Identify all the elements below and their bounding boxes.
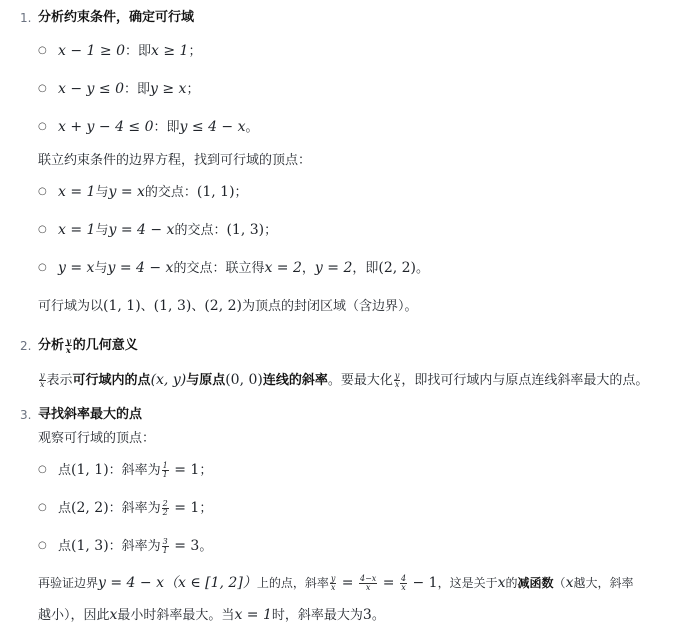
bullet-circle-icon: ○: [38, 540, 47, 551]
section-title: 分析约束条件，确定可行域: [38, 10, 195, 25]
fraction: $\frac{1}{1}$: [162, 461, 168, 479]
section-number: 1.: [20, 11, 32, 25]
section-number: 3.: [20, 408, 32, 422]
math: x − 1 ≥ 0: [58, 43, 125, 59]
fraction: $\frac{3}{1}$: [162, 537, 168, 555]
bullet-circle-icon: ○: [38, 464, 47, 475]
section-title: 寻找斜率最大的点: [38, 407, 143, 422]
fraction: $\frac{2}{2}$: [162, 499, 168, 517]
fraction: $\frac{y}{x}$: [394, 371, 400, 389]
math: x − y ≤ 0: [58, 81, 124, 97]
fraction: $\frac{y}{x}$: [40, 371, 45, 389]
bullet-circle-icon: ○: [38, 186, 47, 197]
section-number: 2.: [20, 339, 32, 353]
math: y ≤ 4 − x: [179, 119, 246, 135]
fraction: $\frac{4-x}{x}$: [360, 574, 377, 592]
math: x ≥ 1: [151, 43, 189, 59]
fraction: $\frac{y}{x}$: [66, 336, 71, 355]
bullet-circle-icon: ○: [38, 502, 47, 513]
math: x + y − 4 ≤ 0: [58, 119, 154, 135]
math: y ≥ x: [150, 81, 187, 97]
bullet-circle-icon: ○: [38, 262, 47, 273]
fraction: $\frac{y}{x}$: [330, 574, 336, 592]
bullet-circle-icon: ○: [38, 83, 47, 94]
bullet-circle-icon: ○: [38, 224, 47, 235]
bullet-circle-icon: ○: [38, 121, 47, 132]
fraction: $\frac{4}{x}$: [400, 574, 407, 592]
bullet-circle-icon: ○: [38, 45, 47, 56]
solution-document: 1. 分析约束条件，确定可行域 ○ x − 1 ≥ 0：即x ≥ 1； ○ x − y ≤ 0：即y ≥ x； ○ x + y − 4 ≤ 0：即y ≤ 4 − x。 联立约束条件的边界方程，找到可行域的顶点： ○ x = 1与y = x的交点：(1, 1)； ○ x = 1与y = 4 − x的交点：(1, 3)； ○ y = x与y = 4 − x的交点：联立得x = 2，y = 2，即(2, 2)。 可行域为以(1, 1)、(1, 3)、(2, 2)为顶点的封闭区域（含边界）。 2. 分析 $\frac{y}{x}$ 的几何意义 $\frac{y}{x}$ 表示可行域内的点(x, y)与原点(0, 0)连线的斜率。要最大化 $\frac{y}{x}$ ，即找可行域内与原点连线斜率最大的点。 3. 寻找斜率最大的点 观察可行域的顶点： ○ 点(1, 1)：斜率为 $\frac{1}{1}$ = 1； ○ 点(2, 2)：斜率为 $\frac{2}{2}$ = 1； ○ 点(1, 3)：斜率为 $\frac{3}{1}$ = 3。 再验证边界y = 4 − x（x ∈ [1, 2]）上的点，斜率 $\frac{y}{x}$ = $\frac{4-x}{x}$ = $\frac{4}{x}$ − 1，这是关于x的减函数（x越大，斜率 越小），因此x最小时斜率最大。当x = 1时，斜率最大为3。: [20, 10, 649, 623]
